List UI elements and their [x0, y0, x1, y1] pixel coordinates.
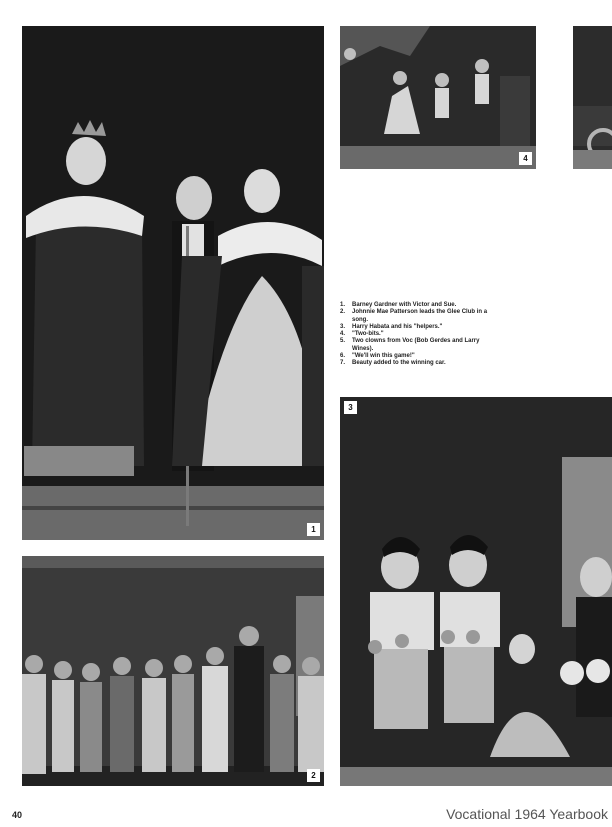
photo-two-bits — [340, 26, 536, 169]
photo-car-partial — [573, 26, 612, 169]
photo-helpers — [340, 397, 612, 786]
photo-badge-1: 1 — [307, 523, 320, 536]
caption-item: 1. Barney Gardner with Victor and Sue. — [340, 302, 457, 308]
photo-car-partial-image — [573, 26, 612, 169]
photo-king-queen — [22, 26, 324, 540]
page-number: 40 — [12, 810, 23, 820]
photo-glee-club — [22, 556, 324, 786]
caption-item: 6. "We'll win this game!" — [340, 353, 415, 360]
photo-badge-3: 3 — [344, 401, 357, 414]
caption-item: 3. Harry Habata and his "helpers." — [340, 323, 443, 330]
yearbook-title: Vocational 1964 Yearbook — [446, 806, 608, 822]
caption-list — [340, 302, 490, 368]
photo-badge-2: 2 — [307, 769, 320, 782]
photo-glee-club-image — [22, 556, 324, 786]
photo-badge-4: 4 — [519, 152, 532, 165]
caption-item: 2. Johnnie Mae Patterson leads the Glee Club in a song. — [340, 309, 488, 323]
photo-helpers-image — [340, 397, 612, 786]
photo-two-bits-image — [340, 26, 536, 169]
caption-item: 7. Beauty added to the winning car. — [340, 360, 446, 367]
caption-item: 4. "Two-bits." — [340, 331, 384, 338]
caption-item: 5. Two clowns from Voc (Bob Gerdes and Larry Wines). — [340, 338, 480, 352]
photo-king-queen-image — [22, 26, 324, 540]
